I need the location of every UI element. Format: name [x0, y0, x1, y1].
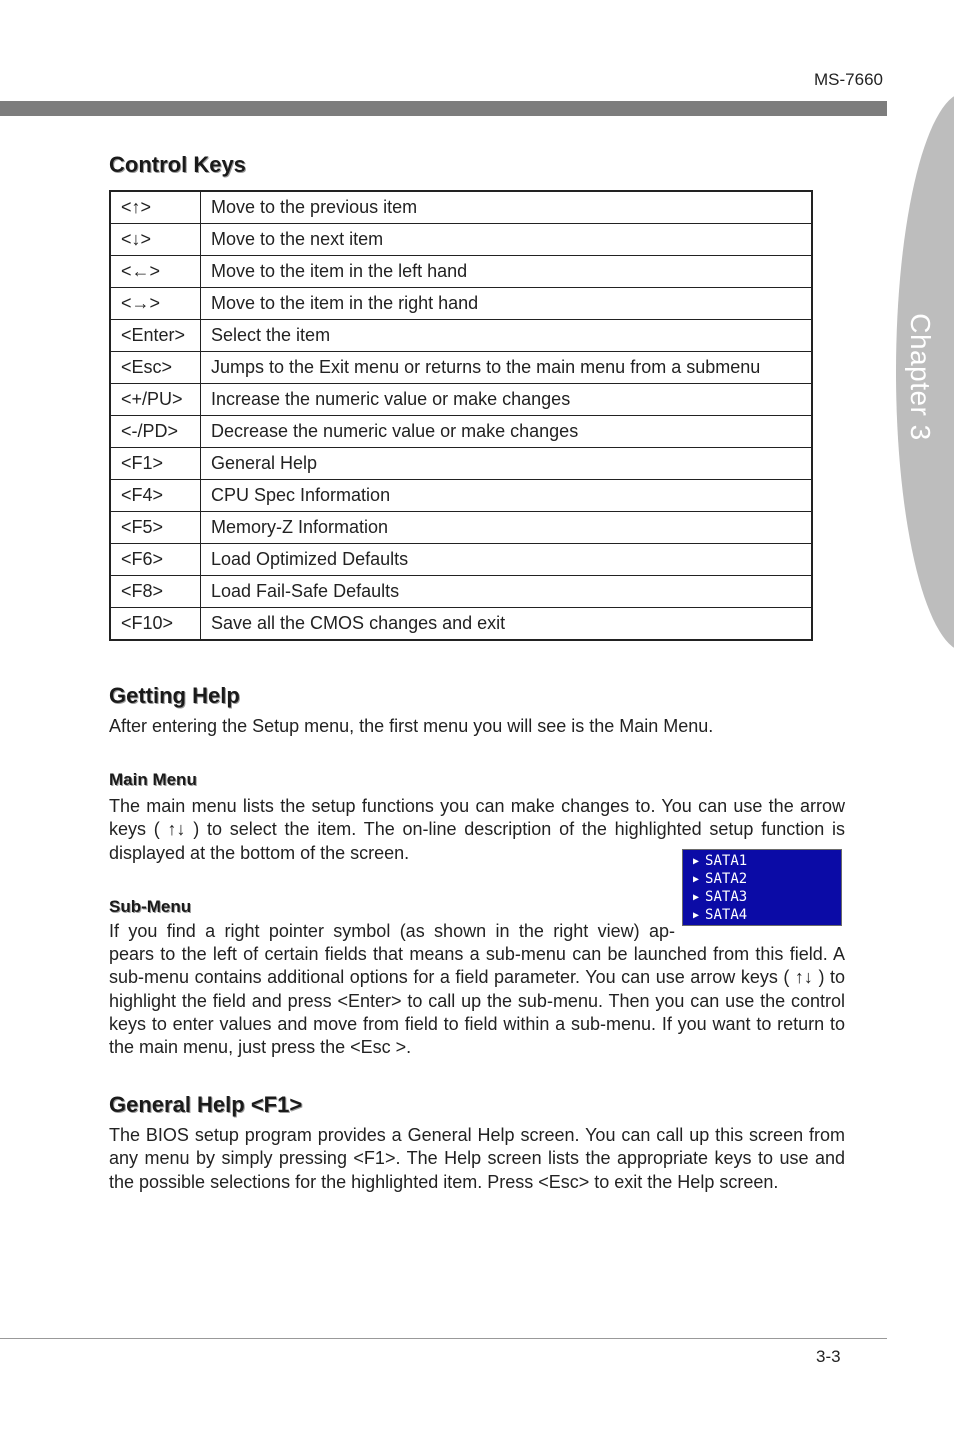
page-number: 3-3 [816, 1347, 841, 1366]
description-cell: Increase the numeric value or make changes [201, 384, 813, 416]
right-pointer-icon: ▶ [693, 874, 700, 885]
sub-menu-text: pears to the left of certain fields that means a sub-menu can be launched from this field. A sub-menu contains additional options for a field parameter. You can use arrow keys ( ↑↓ ) to highlight the field and press <Enter> to call up the sub-menu. Then you can use the control keys to enter values and move from field to field within a sub-menu. If you want to return to the main menu, just press the <Esc >. [109, 944, 845, 1058]
submenu-item-label: SATA1 [705, 853, 748, 869]
table-row [110, 352, 812, 384]
right-pointer-icon: ▶ [693, 856, 700, 867]
table-row [110, 384, 812, 416]
table-row [110, 224, 812, 256]
right-pointer-icon: ▶ [693, 892, 700, 903]
submenu-item [693, 906, 747, 924]
key-cell: <F4> [110, 480, 201, 512]
right-pointer-icon: ▶ [693, 910, 700, 921]
description-cell: Move to the item in the right hand [201, 288, 813, 320]
key-cell: <-/PD> [110, 416, 201, 448]
key-cell: <F8> [110, 576, 201, 608]
description-cell: CPU Spec Information [201, 480, 813, 512]
key-cell: <←> [110, 256, 201, 288]
control-keys-heading: Control Keys [109, 152, 246, 177]
key-cell: <+/PU> [110, 384, 201, 416]
description-cell: General Help [201, 448, 813, 480]
key-cell: <→> [110, 288, 201, 320]
getting-help-intro: After entering the Setup menu, the first menu you will see is the Main Menu. [109, 716, 714, 736]
submenu-item [693, 888, 747, 906]
key-cell: <F10> [110, 608, 201, 641]
footer-rule [0, 1338, 887, 1339]
submenu-item-label: SATA3 [705, 889, 748, 905]
submenu-item [693, 870, 747, 888]
table-row [110, 256, 812, 288]
description-cell: Select the item [201, 320, 813, 352]
table-row [110, 448, 812, 480]
key-cell: <Esc> [110, 352, 201, 384]
submenu-example-image [682, 849, 842, 926]
header-bar [0, 101, 887, 116]
key-cell: <F6> [110, 544, 201, 576]
table-row [110, 480, 812, 512]
key-cell: <F1> [110, 448, 201, 480]
description-cell: Move to the item in the left hand [201, 256, 813, 288]
table-row [110, 608, 812, 641]
description-cell: Memory-Z Information [201, 512, 813, 544]
key-cell: <↓> [110, 224, 201, 256]
description-cell: Save all the CMOS changes and exit [201, 608, 813, 641]
table-row [110, 512, 812, 544]
table-row [110, 191, 812, 224]
submenu-item-label: SATA2 [705, 871, 748, 887]
description-cell: Jumps to the Exit menu or returns to the main menu from a submenu [201, 352, 813, 384]
table-row [110, 544, 812, 576]
main-menu-heading: Main Menu [109, 770, 197, 789]
sub-menu-heading: Sub-Menu [109, 897, 192, 916]
key-cell: <↑> [110, 191, 201, 224]
getting-help-heading: Getting Help [109, 683, 240, 708]
table-row [110, 288, 812, 320]
key-cell: <Enter> [110, 320, 201, 352]
general-help-heading: General Help <F1> [109, 1092, 303, 1117]
general-help-text: The BIOS setup program provides a General Help screen. You can call up this screen from any menu by simply pressing <F1>. The Help screen lists the appropriate keys to use and the possible selections for the highlighted item. Press <Esc> to exit the Help screen. [109, 1125, 845, 1192]
key-cell: <F5> [110, 512, 201, 544]
chapter-tab-label-wrap [890, 312, 950, 442]
description-cell: Move to the next item [201, 224, 813, 256]
description-cell: Load Optimized Defaults [201, 544, 813, 576]
main-menu-text: The main menu lists the setup functions you can make changes to. You can use the arrow keys ( ↑↓ ) to select the item. The on-line description of the highlighted setup function is displayed at the bottom of the screen. [109, 796, 845, 863]
table-row [110, 416, 812, 448]
chapter-tab-label: Chapter 3 [905, 313, 936, 441]
model-number: MS-7660 [814, 70, 883, 89]
description-cell: Move to the previous item [201, 191, 813, 224]
description-cell: Decrease the numeric value or make changes [201, 416, 813, 448]
sub-menu-text-line1: If you find a right pointer symbol (as shown in the right view) ap- [109, 921, 675, 941]
description-cell: Load Fail-Safe Defaults [201, 576, 813, 608]
submenu-item-label: SATA4 [705, 907, 748, 923]
table-row [110, 576, 812, 608]
submenu-item [693, 852, 747, 870]
table-row [110, 320, 812, 352]
control-keys-table [109, 190, 813, 641]
